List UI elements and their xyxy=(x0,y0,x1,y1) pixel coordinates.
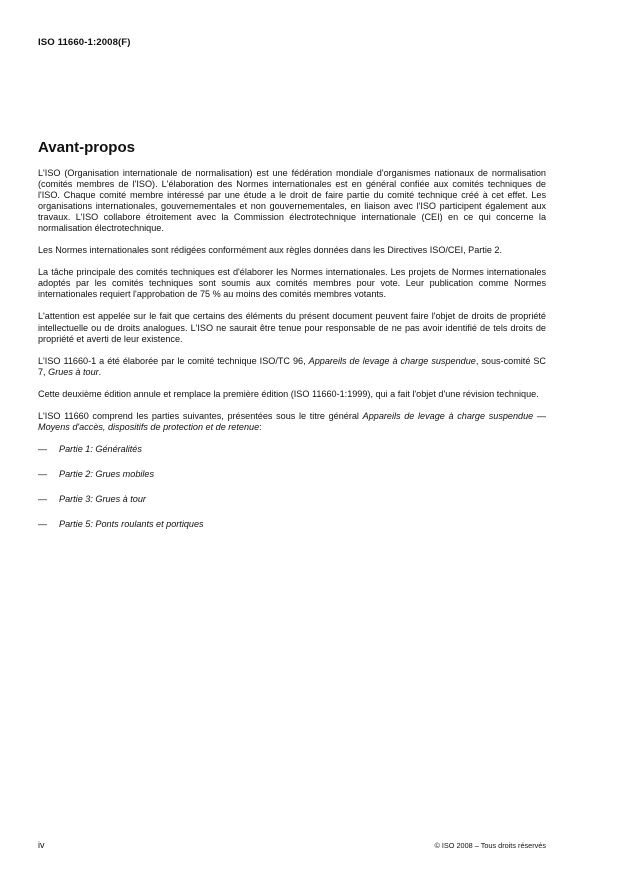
list-item xyxy=(38,519,546,530)
document-id-header: ISO 11660-1:2008(F) xyxy=(38,37,131,48)
text: L'ISO 11660 comprend les parties suivantes, présentées sous le titre général xyxy=(38,410,363,421)
text: , sous-comité SC 7, xyxy=(38,355,547,377)
text: L'ISO 11660-1 a été élaborée par le comité technique ISO/TC 96, xyxy=(38,355,309,366)
list-item xyxy=(38,469,546,480)
general-title: Appareils de levage à charge suspendue — Moyens d'accès, dispositifs de protection et de retenue xyxy=(38,410,546,432)
subcommittee-title: Grues à tour xyxy=(48,366,99,377)
list-item xyxy=(38,444,546,455)
page-number: iv xyxy=(38,840,45,850)
dash-bullet: — xyxy=(38,443,48,454)
paragraph-iso-organisation: L'ISO (Organisation internationale de normalisation) est une fédération mondiale d'organismes nationaux de normalisation (comités membres de l'ISO). L'élaboration des Normes internationales est en général confiée aux comités techniques de l'ISO. Chaque comité membre intéressé par une étude a le droit de faire partie du comité technique créé à cet effet. Les organisations internationales, gouvernementales et non gouvernementales, en liaison avec l'ISO participent également aux travaux. L'ISO collabore étroitement avec la Commission électrotechnique internationale (CEI) en ce qui concerne la normalisation électrotechnique. xyxy=(38,168,546,234)
text: : xyxy=(259,421,262,432)
list-item-label: Partie 3: Grues à tour xyxy=(59,493,146,504)
paragraph-patent-rights: L'attention est appelée sur le fait que certains des éléments du présent document peuvent faire l'objet de droits de propriété intellectuelle ou de droits analogues. L'ISO ne saurait être tenue pour responsable de ne pas avoir identifié de tels droits de propriété et averti de leur existence. xyxy=(38,311,546,344)
dash-bullet: — xyxy=(38,518,48,529)
list-item xyxy=(38,494,546,505)
paragraph-edition: Cette deuxième édition annule et remplace la première édition (ISO 11660-1:1999), qui a fait l'objet d'une révision technique. xyxy=(38,388,539,399)
list-item-label: Partie 5: Ponts roulants et portiques xyxy=(59,518,204,529)
paragraph-directives: Les Normes internationales sont rédigées conformément aux règles données dans les Directives ISO/CEI, Partie 2. xyxy=(38,245,503,256)
paragraph-technical-committees: La tâche principale des comités techniques est d'élaborer les Normes internationales. Les projets de Normes internationales adoptés par les comités techniques sont soumis aux comités membres pour vote. Leur publication comme Normes internationales requiert l'approbation de 75 % au moins des comités membres votants. xyxy=(38,267,546,300)
paragraph-parts-intro xyxy=(38,411,546,433)
section-title: Avant-propos xyxy=(38,139,135,156)
text: . xyxy=(98,366,102,377)
list-item-label: Partie 2: Grues mobiles xyxy=(59,468,155,479)
paragraph-prepared-by xyxy=(38,356,546,378)
committee-title: Appareils de levage à charge suspendue xyxy=(308,355,476,366)
list-item-label: Partie 1: Généralités xyxy=(59,443,142,454)
copyright-notice: © ISO 2008 – Tous droits réservés xyxy=(434,841,546,850)
foreword-body xyxy=(38,168,546,544)
dash-bullet: — xyxy=(38,493,48,504)
dash-bullet: — xyxy=(38,468,48,479)
parts-list xyxy=(38,444,546,530)
